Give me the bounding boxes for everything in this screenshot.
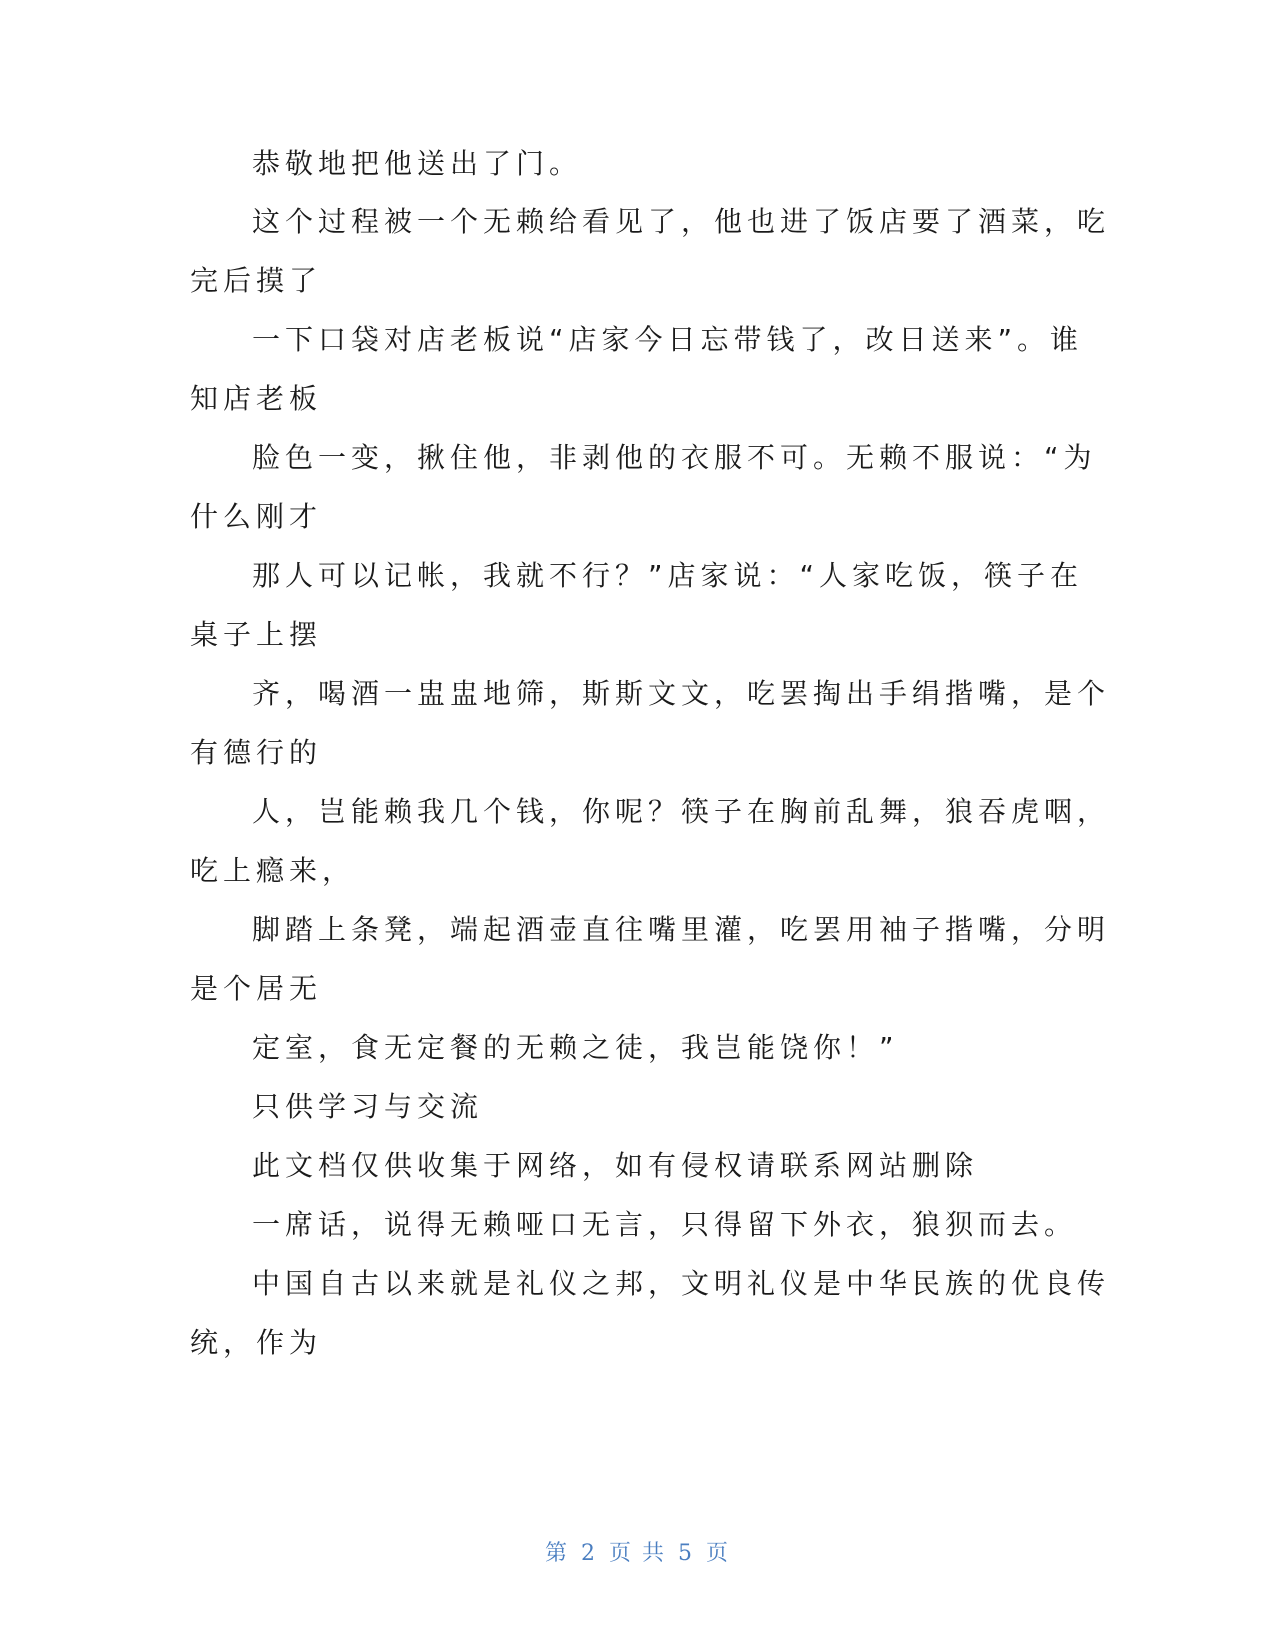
- text-line: 什么刚才: [190, 500, 323, 533]
- text-line: 完后摸了: [190, 264, 323, 297]
- text-line: 这个过程被一个无赖给看见了，他也进了饭店要了酒菜，吃: [252, 205, 1111, 238]
- text-line: 此文档仅供收集于网络，如有侵权请联系网站删除: [252, 1149, 979, 1182]
- page-footer: [0, 1536, 1275, 1567]
- text-line: 定室，食无定餐的无赖之徒，我岂能饶你！”: [252, 1031, 899, 1064]
- text-line: 脚踏上条凳，端起酒壶直往嘴里灌，吃罢用袖子揩嘴，分明: [252, 913, 1111, 946]
- text-line: 齐，喝酒一盅盅地筛，斯斯文文，吃罢掏出手绢揩嘴，是个: [252, 677, 1111, 710]
- text-line: 中国自古以来就是礼仪之邦，文明礼仪是中华民族的优良传: [252, 1267, 1111, 1300]
- text-line: 桌子上摆: [190, 618, 323, 651]
- text-line: 脸色一变，揪住他，非剥他的衣服不可。无赖不服说：“为: [252, 441, 1097, 474]
- total-pages-number: 5: [678, 1541, 694, 1566]
- text-line: 是个居无: [190, 972, 323, 1005]
- text-line: 只供学习与交流: [252, 1090, 484, 1123]
- text-line: 统，作为: [190, 1326, 323, 1359]
- current-page-number: 2: [581, 1541, 597, 1566]
- footer-middle: 页 共: [609, 1541, 666, 1566]
- text-line: 恭敬地把他送出了门。: [252, 147, 583, 180]
- text-line: 有德行的: [190, 736, 323, 769]
- text-line: 一席话，说得无赖哑口无言，只得留下外衣，狼狈而去。: [252, 1208, 1078, 1241]
- text-line: 知店老板: [190, 382, 323, 415]
- text-line: 人，岂能赖我几个钱，你呢？筷子在胸前乱舞，狼吞虎咽，: [252, 795, 1111, 828]
- text-line: 那人可以记帐，我就不行？”店家说：“人家吃饭，筷子在: [252, 559, 1084, 592]
- footer-suffix: 页: [706, 1541, 731, 1566]
- text-line: 吃上瘾来，: [190, 854, 356, 887]
- footer-prefix: 第: [544, 1541, 569, 1566]
- text-line: 一下口袋对店老板说“店家今日忘带钱了，改日送来”。谁: [252, 323, 1084, 356]
